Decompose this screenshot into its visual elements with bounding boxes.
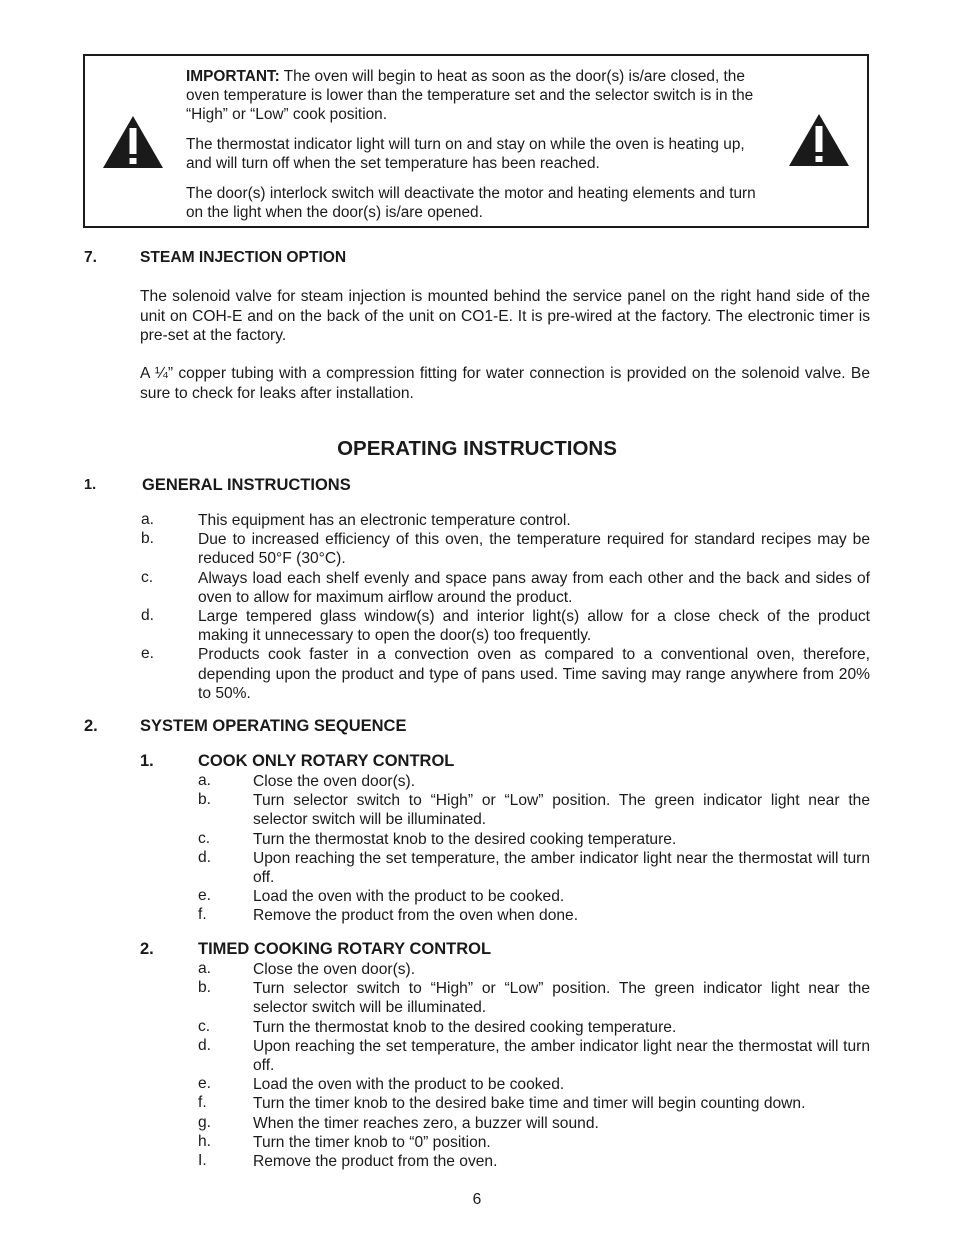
list-item-label: d. <box>141 607 155 624</box>
list-item-label: d. <box>198 1036 212 1054</box>
list-item-text: Remove the product from the oven when done. <box>253 907 579 925</box>
warning-triangle-icon-left <box>101 114 165 170</box>
system-section-heading: SYSTEM OPERATING SEQUENCE <box>140 717 407 735</box>
warning-triangle-icon-right <box>787 112 851 168</box>
list-item-label: I. <box>198 1152 207 1169</box>
system-section-number: 2. <box>84 717 98 735</box>
list-item-label: b. <box>198 791 212 809</box>
warning-paragraph-3: The door(s) interlock switch will deactivate the motor and heating elements and turn on the light when the door(s) is/are opened. <box>186 185 756 221</box>
list-item-label: b. <box>198 979 212 997</box>
list-item-text: Close the oven door(s). <box>253 961 416 978</box>
steam-paragraph-1: The solenoid valve for steam injection is mounted behind the service panel on the right hand side of the unit on COH-E and on the back of the unit on CO1-E. It is pre-wired at the factory. The electronic timer is pre-set at the factory. <box>140 288 870 344</box>
list-item-label: e. <box>141 645 155 663</box>
list-item-text: Turn the timer knob to the desired bake time and timer will begin counting down. <box>253 1095 806 1113</box>
list-item-label: a. <box>198 960 212 977</box>
list-item-label: c. <box>141 568 154 586</box>
list-item-label: c. <box>198 829 211 847</box>
list-item-label: c. <box>198 1017 211 1035</box>
list-item-label: e. <box>198 887 212 905</box>
page-title: OPERATING INSTRUCTIONS <box>337 437 617 460</box>
page-number: 6 <box>472 1191 482 1208</box>
timed-cooking-number: 2. <box>140 940 154 958</box>
list-item-text: Turn selector switch to “High” or “Low” position. The green indicator light near the selector switch will be illuminated. <box>253 792 870 829</box>
general-section-number: 1. <box>84 477 97 493</box>
list-item-text: Upon reaching the set temperature, the amber indicator light near the thermostat will turn off. <box>253 849 870 886</box>
warning-paragraph-1 <box>186 67 771 124</box>
list-item-text: Remove the product from the oven. <box>253 1153 498 1170</box>
list-item-text: Large tempered glass window(s) and interior light(s) allow for a close check of the product making it unnecessary to open the door(s) too frequently. <box>198 608 870 645</box>
list-item-text: When the timer reaches zero, a buzzer will sound. <box>253 1114 599 1132</box>
steam-section-number: 7. <box>84 249 98 266</box>
steam-section-heading: STEAM INJECTION OPTION <box>140 249 347 266</box>
list-item-label: f. <box>198 1094 207 1112</box>
list-item-label: a. <box>198 772 212 789</box>
list-item-label: b. <box>141 530 155 548</box>
important-label: IMPORTANT: <box>186 68 280 85</box>
list-item-text: Turn the timer knob to “0” position. <box>253 1133 491 1151</box>
list-item-label: f. <box>198 906 207 924</box>
list-item-text: Load the oven with the product to be cooked. <box>253 888 565 906</box>
list-item-text: This equipment has an electronic temperature control. <box>198 512 571 529</box>
warning-paragraph-1-text: The oven will begin to heat as soon as the door(s) is/are closed, the oven temperature is lower than the temperature set and the selector switch is in the “High” or “Low” cook position. <box>186 68 754 123</box>
list-item-text: Close the oven door(s). <box>253 773 416 790</box>
warning-paragraph-2: The thermostat indicator light will turn on and stay on while the oven is heating up, and will turn off when the set temperature has been reached. <box>186 136 745 172</box>
list-item-text: Due to increased efficiency of this oven, the temperature required for standard recipes may be reduced 50°F (30°C). <box>198 531 870 568</box>
list-item-text: Upon reaching the set temperature, the amber indicator light near the thermostat will turn off. <box>253 1037 870 1074</box>
list-item-label: g. <box>198 1113 212 1131</box>
general-section-heading: GENERAL INSTRUCTIONS <box>142 476 351 494</box>
list-item-text: Turn the thermostat knob to the desired cooking temperature. <box>253 1018 677 1036</box>
list-item-text: Products cook faster in a convection oven as compared to a conventional oven, therefore, depending upon the product and type of pans used. Time saving may range anywhere from 20% to 50%. <box>198 646 870 702</box>
list-item-label: h. <box>198 1132 212 1150</box>
list-item-label: e. <box>198 1075 212 1093</box>
cook-only-number: 1. <box>140 752 154 770</box>
list-item-text: Turn selector switch to “High” or “Low” position. The green indicator light near the selector switch will be illuminated. <box>253 980 870 1017</box>
cook-only-heading: COOK ONLY ROTARY CONTROL <box>198 752 455 770</box>
list-item-label: a. <box>141 511 155 528</box>
list-item-label: d. <box>198 848 212 866</box>
list-item-text: Turn the thermostat knob to the desired cooking temperature. <box>253 830 677 848</box>
list-item-text: Always load each shelf evenly and space pans away from each other and the back and sides of oven to allow for maximum airflow around the product. <box>198 569 870 606</box>
list-item-text: Load the oven with the product to be cooked. <box>253 1076 565 1094</box>
steam-paragraph-2: A ¼” copper tubing with a compression fitting for water connection is provided on the solenoid valve. Be sure to check for leaks after installation. <box>140 365 870 402</box>
timed-cooking-heading: TIMED COOKING ROTARY CONTROL <box>198 940 492 958</box>
